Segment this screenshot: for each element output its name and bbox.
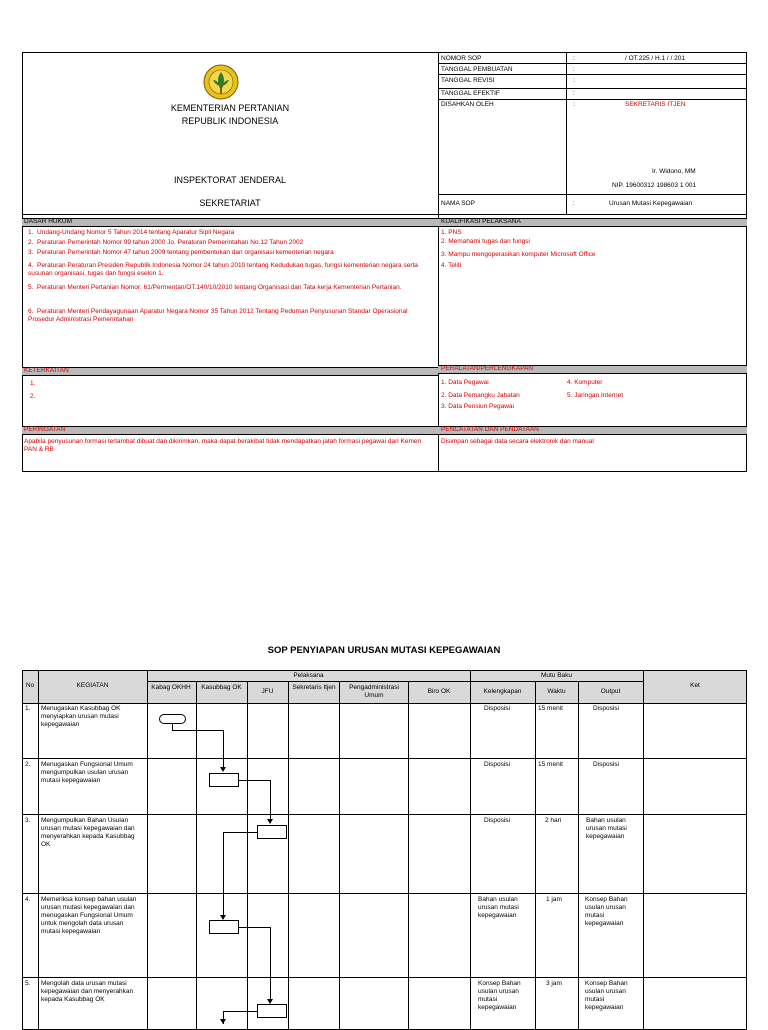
field-disahkan-sep: : <box>573 101 575 108</box>
kementan-logo <box>203 64 239 100</box>
row-2-kegiatan: Menugaskan Fungsional Umum mengumpulkan usulan urusan mutasi kepegawaian <box>41 761 133 784</box>
mutu-kelengkapan: Kelengkapan <box>483 688 522 695</box>
kualifikasi-item-2: 2. Memahami tugas dan fungsi <box>441 238 530 245</box>
kualifikasi-item-3: 3. Mampu mengoperasikan komputer Microsoft Office <box>441 251 596 258</box>
dasar-hukum-item-3: 3. Peraturan Pemerintah Nomor 47 tahun 2009 tentang pembentukan dan organisasi kementerian negara <box>28 249 334 256</box>
kualifikasi-item-4: 4. Teliti <box>441 262 462 269</box>
header-divider <box>438 52 439 472</box>
dasar-hukum-item-1: 1. Undang-Undang Nomor 5 Tahun 2014 tentang Aparatur Sipil Negara <box>28 229 235 236</box>
flow-arrow-5 <box>220 1019 226 1024</box>
field-tgl-revisi-label: TANGGAL REVISI <box>441 77 495 84</box>
field-disahkan-label: DISAHKAN OLEH <box>441 101 494 108</box>
flow-process-5 <box>257 1004 287 1018</box>
actor-kabag-okhh: Kabag OKHH <box>151 684 191 691</box>
flow-arrow-1 <box>220 767 226 772</box>
peralatan-col1-2: 2. Data Pemangku Jabatan <box>441 392 520 399</box>
field-tgl-revisi-sep: : <box>573 77 575 84</box>
keterkaitan-item-2: 2. <box>30 393 36 400</box>
col-ket-header: Ket <box>690 682 700 689</box>
field-nomor-sop-sep: : <box>573 55 575 62</box>
row-4-waktu: 1 jam <box>546 896 562 903</box>
nama-sop-sep: : <box>573 200 575 207</box>
row-4-kegiatan: Memeriksa konsep bahan usulan urusan mutasi kepegawaian dan menugaskan Fungsional Umum untuk mengolah data urusan mutasi kepegawaian <box>41 896 137 935</box>
kualifikasi-item-1: 1. PNS <box>441 229 462 236</box>
row-5-kelengkapan: Konsep Bahan usulan urusan mutasi kepegawaian <box>478 980 521 1011</box>
row-2-waktu: 15 menit <box>538 761 563 768</box>
signer-name: Ir. Widono, MM <box>652 168 696 175</box>
actor-biro-ok: Biro OK <box>427 688 451 695</box>
row-3-kelengkapan: Disposisi <box>484 817 511 824</box>
sop-title: SOP PENYIAPAN URUSAN MUTASI KEPEGAWAIAN <box>267 645 501 656</box>
unit-inspektorat: INSPEKTORAT JENDERAL <box>173 175 287 185</box>
field-tgl-pembuatan-label: TANGGAL PEMBUATAN <box>441 66 513 73</box>
row-2-output: Disposisi <box>593 761 620 768</box>
row-2-kelengkapan: Disposisi <box>484 761 511 768</box>
peringatan-text: Apabila penyusunan formasi terlambat dibuat dan dikirimkan, maka dapat berakibat tidak mendapatkan jatah formasi pegawai dari Kemen PAN & RB <box>24 438 422 453</box>
row-5-kegiatan: Mengolah data urusan mutasi kepegawaian dan menyerahkan kepada Kasubbag OK <box>41 980 134 1003</box>
flow-process-4 <box>209 920 239 934</box>
dasar-hukum-item-2: 2. Peraturan Pemerintah Nomor 99 tahun 2000 Jo. Peraturan Pemerintahan No.12 Tahun 2002 <box>28 239 304 246</box>
dasar-hukum-title: DASAR HUKUM <box>24 218 73 225</box>
peralatan-col1-1: 1. Data Pegawai <box>441 379 489 386</box>
row-1-output: Disposisi <box>593 705 620 712</box>
field-nomor-sop-value: / OT.225 / H.1 / / 201 <box>625 55 685 62</box>
row-4-output: Konsep Bahan usulan urusan mutasi kepegawaian <box>585 896 628 927</box>
flow-start-terminator <box>159 714 186 724</box>
nama-sop-label: NAMA SOP <box>441 200 475 207</box>
dasar-hukum-item-4: 4. Peraturan Peraturan Presiden Republik Indonesia Nomor 24 tahun 2010 tentang Kedudukan tugas, fungsi kementerian negara serta susunan organisasi, tugas dan fungsi eselon 1. <box>28 262 418 277</box>
row-1-kelengkapan: Disposisi <box>484 705 511 712</box>
actor-pengadministrasi-umum: Pengadministrasi Umum <box>349 684 399 699</box>
row-3-waktu: 2 hari <box>545 817 562 824</box>
row-3-output: Bahan usulan urusan mutasi kepegawaian <box>586 817 627 840</box>
peralatan-col1-3: 3. Data Pensiun Pegawai <box>441 403 514 410</box>
row-5-waktu: 3 jam <box>546 980 562 987</box>
flow-process-2 <box>209 773 239 787</box>
field-tgl-pembuatan-sep: : <box>573 66 575 73</box>
col-kegiatan-header: KEGIATAN <box>76 682 109 689</box>
flow-process-3 <box>257 825 287 839</box>
actor-jfu: JFU <box>261 688 274 695</box>
row-1-waktu: 15 menit <box>538 705 563 712</box>
row-3-no: 3. <box>25 817 31 824</box>
mutu-output: Output <box>600 688 621 695</box>
col-mutu-header: Mutu Baku <box>540 672 573 679</box>
pencatatan-title: PENCATATAN DAN PENDATAAN <box>441 426 539 433</box>
dasar-hukum-item-5: 5. Peraturan Menteri Pertanian Nomor: 61/Permentan/OT.140/10/2010 tentang Organisasi dan Tata kerja Kementerian Pertanian. <box>28 284 402 291</box>
unit-sekretariat: SEKRETARIAT <box>199 198 261 208</box>
keterkaitan-item-1: 1. <box>30 380 36 387</box>
row-5-output: Konsep Bahan usulan urusan mutasi kepegawaian <box>585 980 628 1011</box>
nama-sop-value: Urusan Mutasi Kepegawaian <box>609 200 693 207</box>
row-1-no: 1. <box>25 705 31 712</box>
field-disahkan-value: SEKRETARIS ITJEN <box>625 101 686 108</box>
field-tgl-efektif-sep: : <box>573 90 575 97</box>
peringatan-title: PERINGATAN <box>24 426 66 433</box>
row-5-no: 5. <box>25 980 31 987</box>
field-nomor-sop-label: NOMOR SOP <box>441 55 482 62</box>
row-4-no: 4. <box>25 896 31 903</box>
row-2-no: 2. <box>25 761 31 768</box>
dasar-hukum-item-6: 6. Peraturan Menteri Pendayagunaan Aparatur Negara Nomor 35 Tahun 2012 Tentang Pedoman Penyusunan Standar Operasional Prosedur Administrasi Pemerintahan <box>28 308 408 323</box>
row-4-kelengkapan: Bahan usulan urusan mutasi kepegawaian <box>478 896 519 919</box>
signer-nip: NIP. 19600312 198603 1 001 <box>612 182 697 189</box>
keterkaitan-title: KETERKAITAN <box>24 367 69 374</box>
field-tgl-efektif-label: TANGGAL EFEKTIF <box>441 90 500 97</box>
flow-arrow-2 <box>267 819 273 824</box>
mutu-waktu: Waktu <box>547 688 566 695</box>
peralatan-col2-1: 4. Komputer <box>567 379 603 386</box>
col-pelaksana-header: Pelaksana <box>293 672 324 679</box>
peralatan-title: PERALATAN/PERLENGKAPAN <box>441 365 534 372</box>
ministry-country: REPUBLIK INDONESIA <box>181 116 279 126</box>
col-no-header: No <box>25 682 35 689</box>
ministry-name: KEMENTERIAN PERTANIAN <box>170 103 290 113</box>
kualifikasi-title: KUALIFIKASI PELAKSANA <box>441 218 521 225</box>
peralatan-col2-2: 5. Jaringan Internet <box>567 392 624 399</box>
actor-sekretaris-itjen: Sekretaris Itjen <box>292 684 336 691</box>
row-3-kegiatan: Mengumpulkan Bahan Usulan urusan mutasi kepegawaian dan menyerahkan kepada Kasubbag OK <box>41 817 135 848</box>
row-1-kegiatan: Menugaskan Kasubbag OK menyiapkan urusan mutasi kepegawaian <box>41 705 121 728</box>
pencatatan-text: Disimpan sebagai data secara elektronik dan manual <box>441 438 594 445</box>
actor-kasubbag-ok: Kasubbag OK <box>201 684 242 691</box>
